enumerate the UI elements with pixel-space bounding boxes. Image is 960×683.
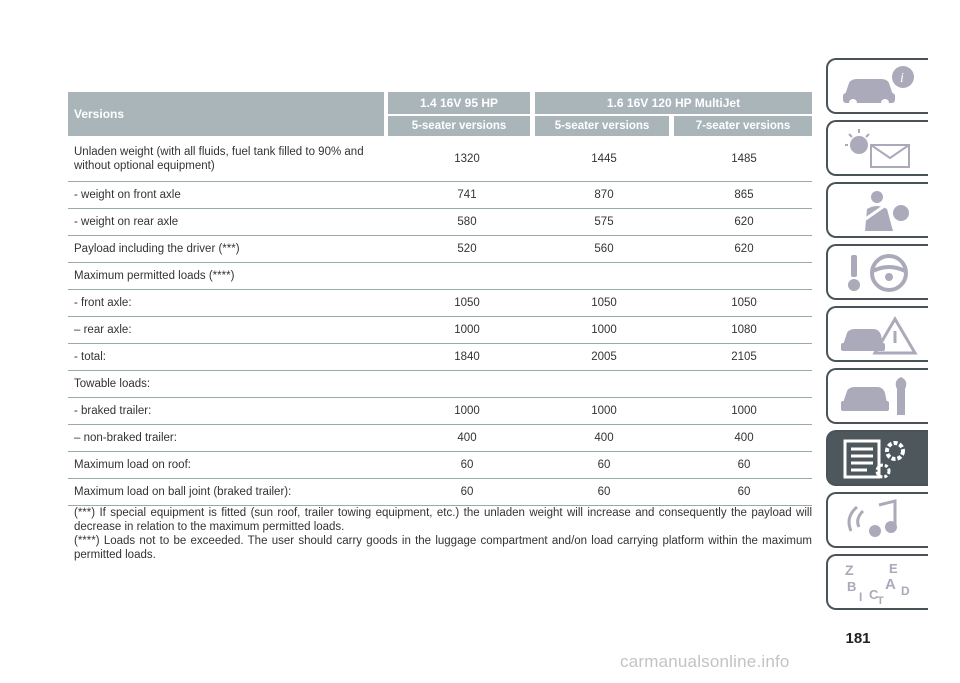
table-row (68, 452, 812, 479)
row-label: - weight on rear axle (74, 216, 179, 228)
engine-group-1 (388, 92, 530, 136)
svg-text:C: C (869, 587, 879, 602)
table-row (68, 425, 812, 452)
tab-index[interactable] (826, 554, 928, 610)
value-1-4-5-seater: 1000 (454, 405, 480, 417)
row-label: Payload including the driver (***) (74, 243, 240, 255)
value-1-6-5-seater: 1050 (591, 297, 617, 309)
svg-text:B: B (847, 579, 857, 594)
seats-header-1: 5-seater versions (388, 116, 530, 136)
page-number: 181 (845, 630, 871, 647)
row-label: Unladen weight (with all fluids, fuel tank filled to 90% and without optional equipment) (74, 145, 364, 172)
svg-text:i: i (900, 71, 904, 86)
tab-starting-driving[interactable] (826, 244, 928, 300)
value-1-6-5-seater: 60 (597, 486, 611, 498)
row-label: – non-braked trailer: (74, 432, 177, 444)
multimedia-icon (837, 497, 919, 543)
value-1-6-5-seater: 560 (594, 243, 614, 255)
seats-header-2: 5-seater versions (535, 116, 669, 136)
value-1-6-5-seater: 870 (594, 189, 614, 201)
safety-airbag-icon (837, 187, 919, 233)
value-1-4-5-seater: 1000 (454, 324, 480, 336)
tab-technical-data[interactable] (826, 430, 928, 486)
maintenance-icon (837, 373, 919, 419)
table-header (68, 92, 812, 136)
svg-text:A: A (885, 576, 896, 593)
row-label: - braked trailer: (74, 405, 152, 417)
table-row (68, 344, 812, 371)
row-label: Maximum load on roof: (74, 459, 191, 471)
value-1-4-5-seater: 580 (457, 216, 477, 228)
row-label: Maximum permitted loads (****) (74, 270, 235, 282)
tab-maintenance[interactable] (826, 368, 928, 424)
value-1-6-5-seater: 2005 (591, 351, 617, 363)
footnotes (74, 506, 812, 562)
row-label: Towable loads: (74, 378, 151, 390)
table-row (68, 263, 812, 290)
tab-multimedia[interactable] (826, 492, 928, 548)
tab-emergency[interactable] (826, 306, 928, 362)
table-row (68, 236, 812, 263)
warning-lights-icon (837, 125, 919, 171)
table-row (68, 398, 812, 425)
table-row (68, 209, 812, 236)
value-1-6-5-seater: 575 (594, 216, 614, 228)
table-row (68, 136, 812, 182)
starting-driving-icon (837, 249, 919, 295)
value-1-4-5-seater: 520 (457, 243, 477, 255)
value-1-6-5-seater: 1445 (591, 152, 617, 165)
value-1-6-7-seater: 1000 (731, 405, 757, 417)
watermark: carmanualsonline.info (620, 652, 790, 671)
engine-header-1: 1.4 16V 95 HP (388, 92, 530, 114)
tab-safety[interactable] (826, 182, 928, 238)
tab-car-info[interactable] (826, 58, 928, 114)
value-1-6-7-seater: 1485 (731, 152, 757, 165)
value-1-4-5-seater: 1840 (454, 351, 480, 363)
weights-table (68, 92, 812, 506)
value-1-6-5-seater: 1000 (591, 405, 617, 417)
footnote-payload: (***) If special equipment is fitted (sun roof, trailer towing equipment, etc.) the unladen weight will increase and consequently the payload will decrease in relation to the maximum permitted loads. (74, 507, 812, 533)
table-row (68, 371, 812, 398)
engine-header-2: 1.6 16V 120 HP MultiJet (535, 92, 812, 114)
seats-header-3: 7-seater versions (674, 116, 812, 136)
table-row (68, 317, 812, 344)
table-row (68, 290, 812, 317)
svg-text:I: I (859, 590, 863, 604)
row-label: - front axle: (74, 297, 132, 309)
table-body (68, 136, 812, 506)
value-1-6-7-seater: 60 (737, 459, 751, 471)
row-label: – rear axle: (74, 324, 132, 336)
row-label: Maximum load on ball joint (braked trailer): (74, 486, 292, 498)
table-row (68, 182, 812, 209)
value-1-6-5-seater: 400 (594, 432, 614, 444)
value-1-6-7-seater: 865 (734, 189, 754, 201)
car-info-icon (837, 63, 919, 109)
emergency-icon (837, 311, 919, 357)
value-1-6-7-seater: 620 (734, 243, 754, 255)
tab-warning-lights[interactable] (826, 120, 928, 176)
engine-group-2 (535, 92, 812, 136)
svg-text:T: T (877, 595, 884, 605)
index-icon (837, 559, 919, 605)
svg-text:D: D (901, 584, 910, 598)
value-1-6-5-seater: 60 (597, 459, 611, 471)
value-1-6-7-seater: 400 (734, 432, 754, 444)
value-1-6-7-seater: 60 (737, 486, 751, 498)
value-1-6-7-seater: 2105 (731, 351, 757, 363)
value-1-4-5-seater: 60 (460, 486, 474, 498)
row-label: - weight on front axle (74, 189, 181, 201)
technical-data-icon (837, 435, 919, 481)
row-label: - total: (74, 351, 106, 363)
value-1-4-5-seater: 60 (460, 459, 474, 471)
versions-header: Versions (68, 92, 384, 136)
value-1-6-7-seater: 620 (734, 216, 754, 228)
value-1-6-7-seater: 1080 (731, 324, 757, 336)
value-1-6-7-seater: 1050 (731, 297, 757, 309)
table-row (68, 479, 812, 506)
svg-text:E: E (889, 561, 898, 576)
value-1-4-5-seater: 400 (457, 432, 477, 444)
value-1-4-5-seater: 1050 (454, 297, 480, 309)
svg-text:Z: Z (845, 562, 854, 578)
value-1-4-5-seater: 1320 (454, 152, 480, 165)
value-1-4-5-seater: 741 (457, 189, 477, 201)
footnote-max-loads: (****) Loads not to be exceeded. The user should carry goods in the luggage compartment and/on load carrying platform within the maximum permitted loads. (74, 535, 812, 561)
value-1-6-5-seater: 1000 (591, 324, 617, 336)
